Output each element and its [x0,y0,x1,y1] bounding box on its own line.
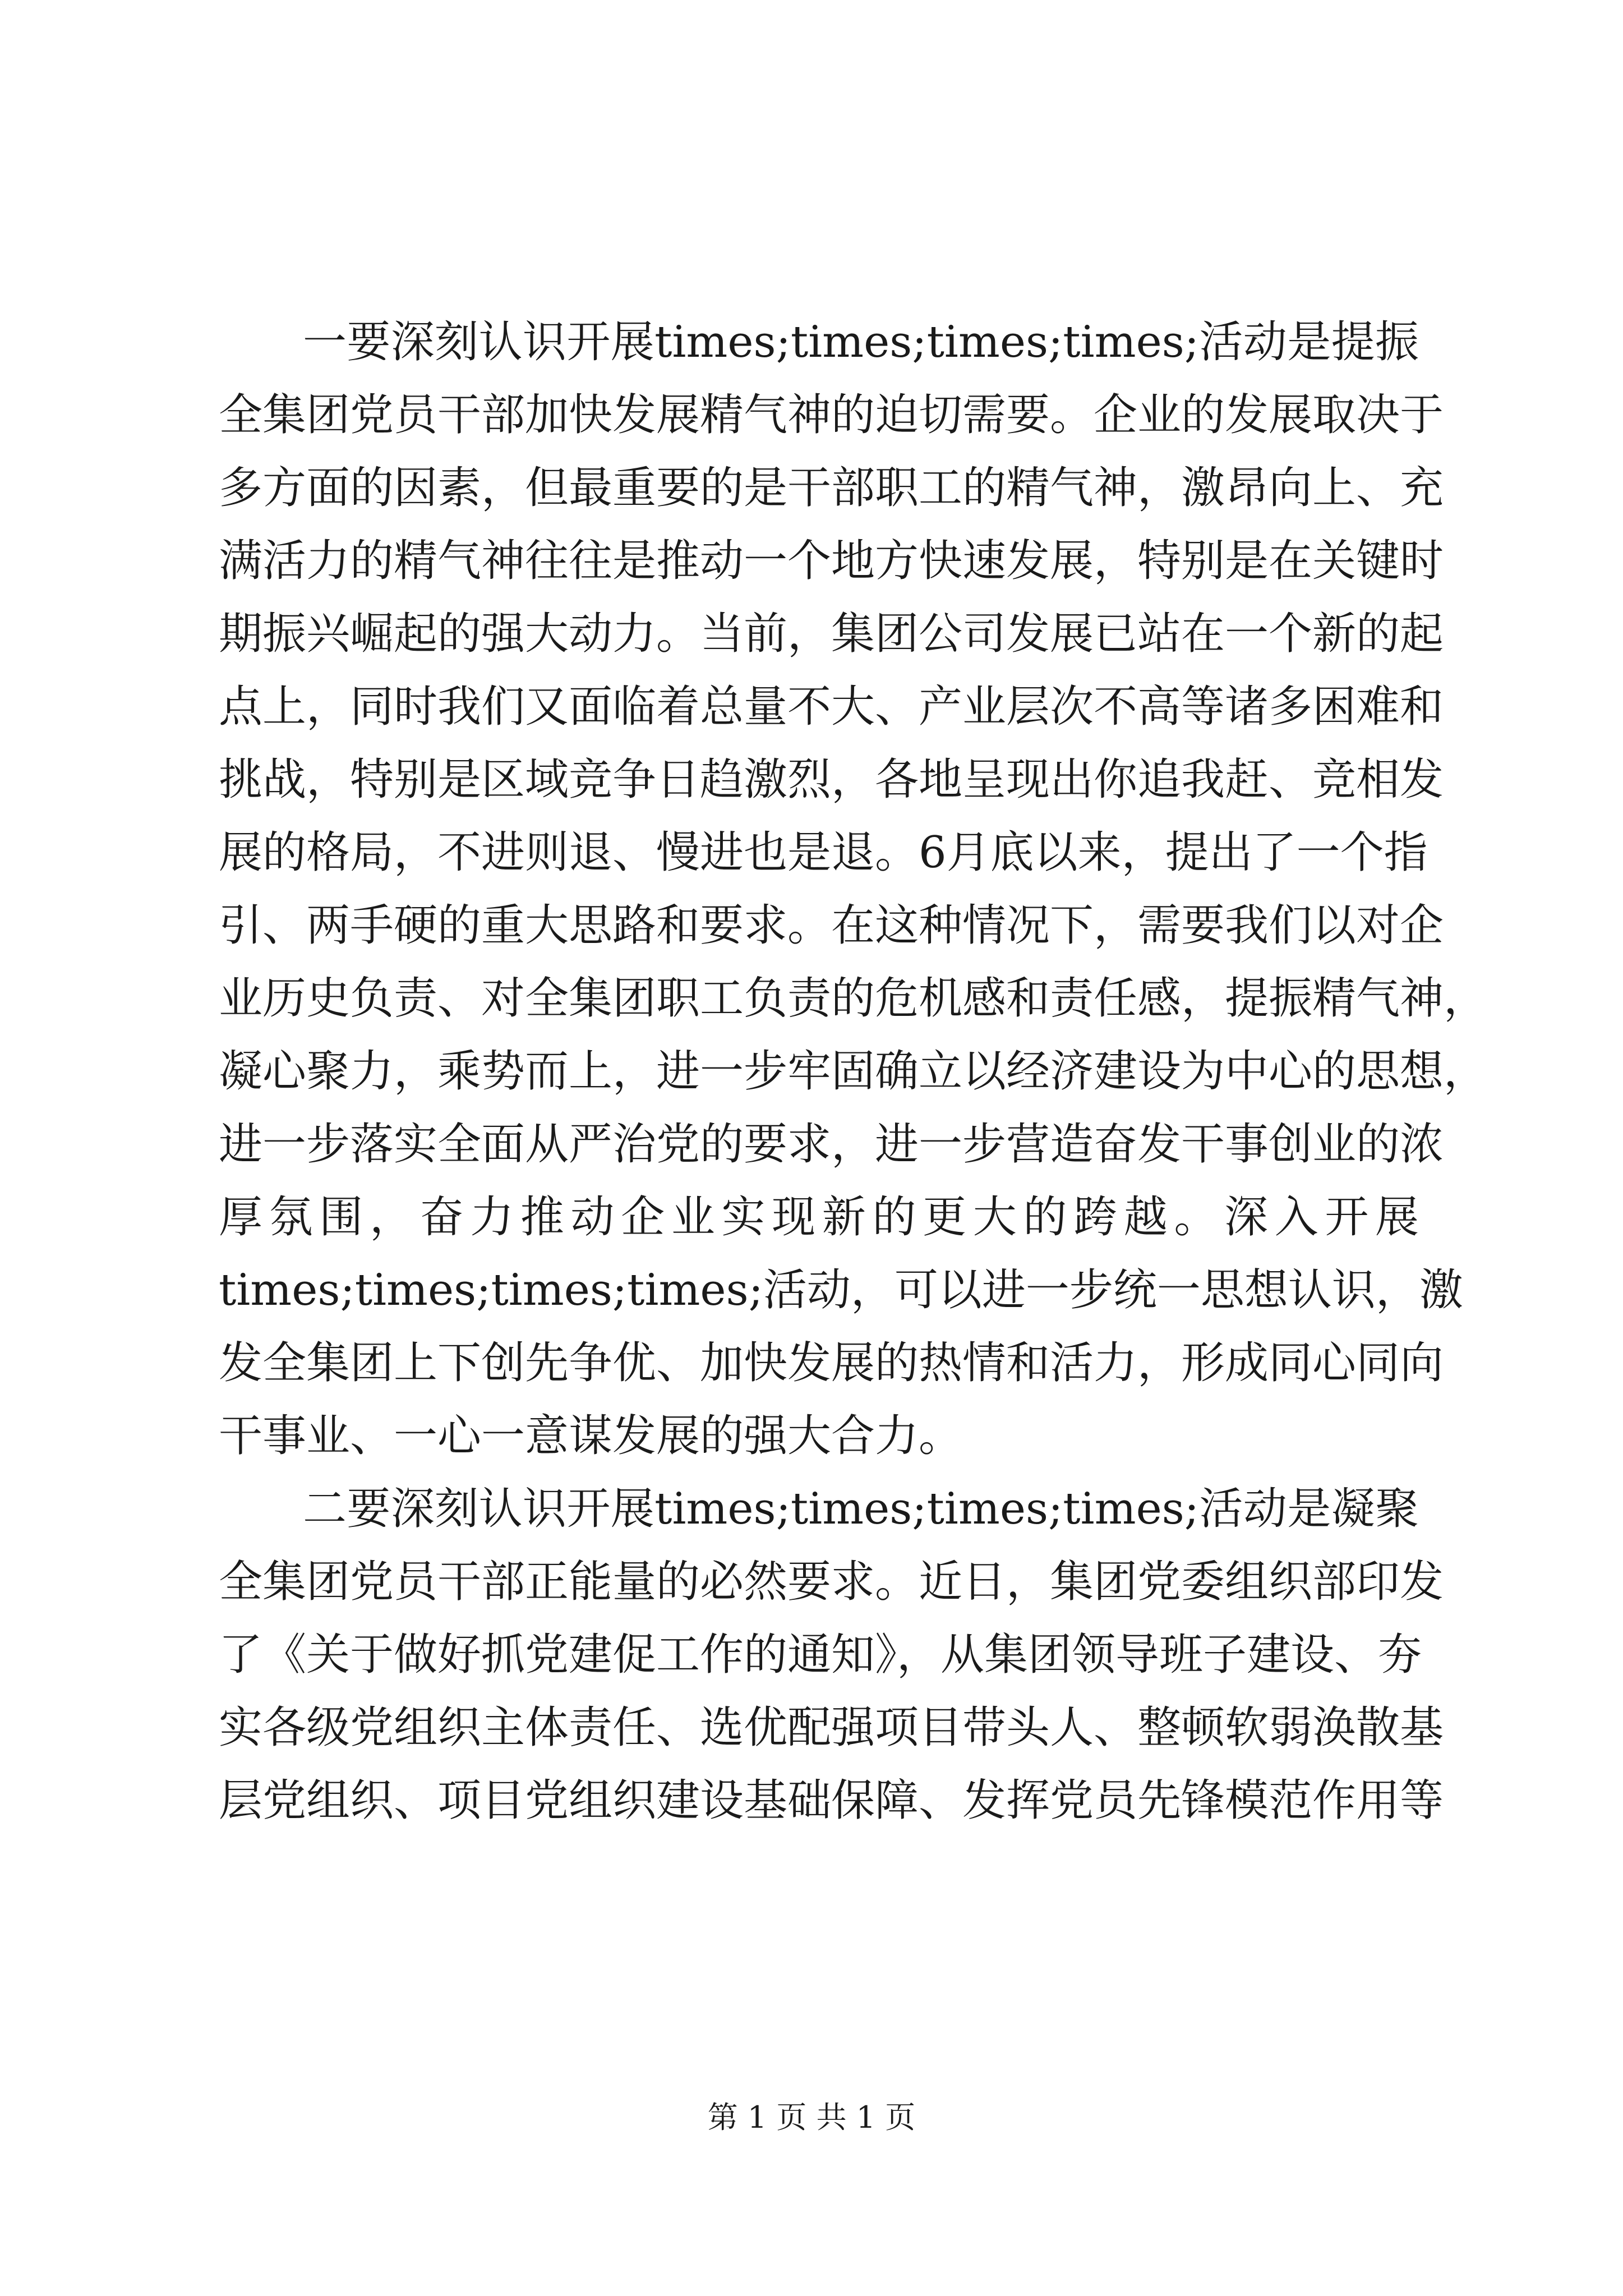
paragraph-1-line-4: 满活力的精气神往往是推动一个地方快速发展，特别是在关键时 [219,536,1444,586]
paragraph-2-line-4: 实各级党组织主体责任、选优配强项目带头人、整顿软弱涣散基 [219,1703,1444,1753]
paragraph-2-line-2: 全集团党员干部正能量的必然要求。近日，集团党委组织部印发 [219,1557,1444,1607]
paragraph-2-line-1: 二要深刻认识开展times;times;times;times;活动是凝聚 [303,1484,1419,1534]
paragraph-1-line-3: 多方面的因素，但最重要的是干部职工的精气神，激昂向上、充 [219,463,1444,513]
paragraph-1-line-7: 挑战，特别是区域竞争日趋激烈，各地呈现出你追我赶、竞相发 [219,754,1444,805]
paragraph-1-line-11: 凝心聚力，乘势而上，进一步牢固确立以经济建设为中心的思想， [219,1046,1488,1097]
paragraph-1-line-8: 展的格局，不进则退、慢进也是退。6月底以来，提出了一个指 [219,827,1428,878]
paragraph-1-line-5: 期振兴崛起的强大动力。当前，集团公司发展已站在一个新的起 [219,609,1444,659]
paragraph-1-line-13: 厚氛围，奋力推动企业实现新的更大的跨越。深入开展 [219,1192,1419,1243]
paragraph-1-line-1: 一要深刻认识开展times;times;times;times;活动是提振 [303,317,1419,367]
paragraph-1-line-16: 干事业、一心一意谋发展的强大合力。 [219,1411,963,1461]
page-number-footer: 第 1 页 共 1 页 [707,2100,916,2135]
paragraph-1-line-15: 发全集团上下创先争优、加快发展的热情和活力，形成同心同向 [219,1338,1444,1388]
paragraph-1-line-12: 进一步落实全面从严治党的要求，进一步营造奋发干事创业的浓 [219,1119,1444,1170]
paragraph-1-line-2: 全集团党员干部加快发展精气神的迫切需要。企业的发展取决于 [219,390,1444,440]
paragraph-1-line-10: 业历史负责、对全集团职工负责的危机感和责任感，提振精气神， [219,973,1488,1024]
paragraph-1-line-6: 点上，同时我们又面临着总量不大、产业层次不高等诸多困难和 [219,682,1444,732]
paragraph-1-line-9: 引、两手硬的重大思路和要求。在这种情况下，需要我们以对企 [219,900,1444,951]
paragraph-1-line-14: times;times;times;times;活动，可以进一步统一思想认识，激 [219,1265,1463,1315]
paragraph-2-line-3: 了《关于做好抓党建促工作的通知》，从集团领导班子建设、夯 [219,1630,1422,1680]
paragraph-2-line-5: 层党组织、项目党组织建设基础保障、发挥党员先锋模范作用等 [219,1775,1444,1826]
